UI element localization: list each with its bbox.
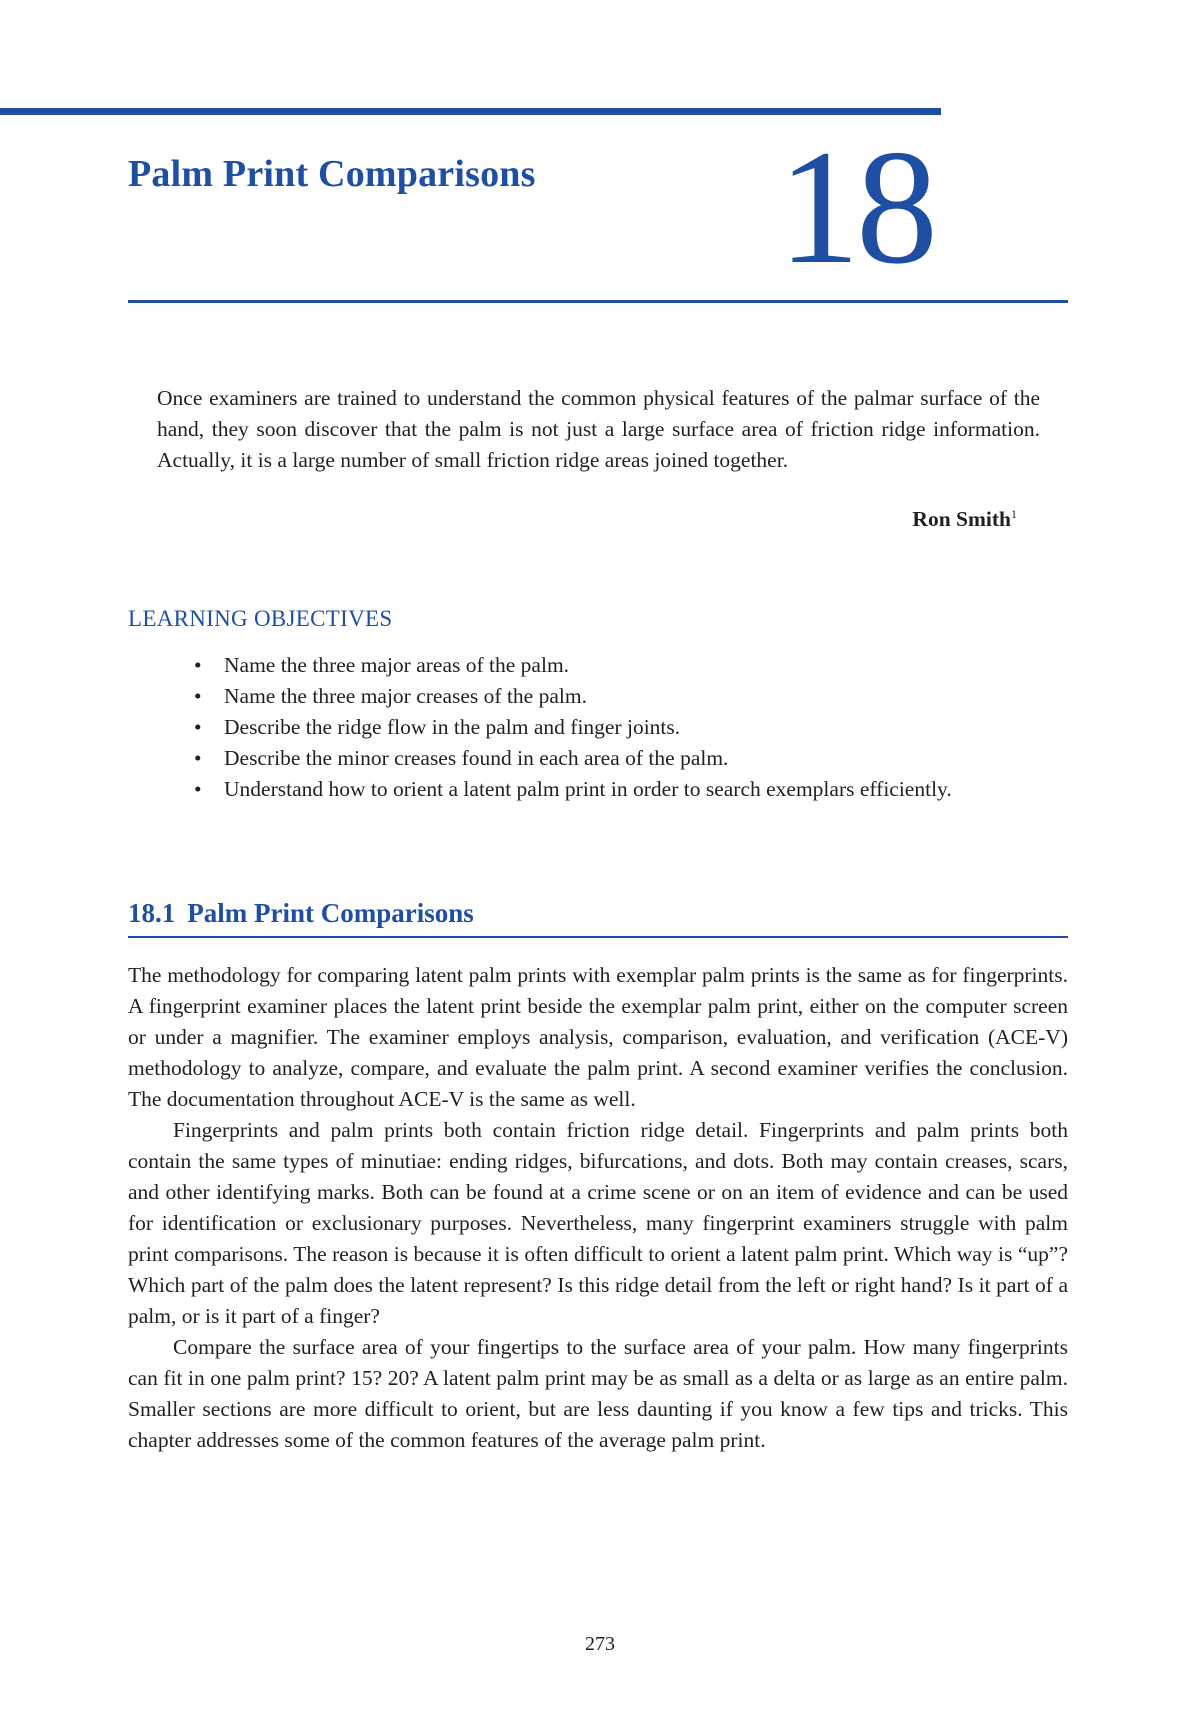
page-number: 273 bbox=[585, 1633, 615, 1655]
footnote-marker[interactable]: 1 bbox=[1011, 507, 1017, 521]
bullet-icon: • bbox=[194, 746, 202, 770]
bullet-icon: • bbox=[194, 715, 202, 739]
list-item bbox=[194, 681, 1074, 712]
learning-objectives-heading: LEARNING OBJECTIVES bbox=[128, 606, 393, 631]
bullet-icon: • bbox=[194, 653, 202, 677]
list-item bbox=[194, 743, 1074, 774]
chapter-title-rule bbox=[128, 300, 1068, 303]
chapter-number: 18 bbox=[778, 117, 934, 298]
chapter-title: Palm Print Comparisons bbox=[128, 153, 536, 195]
bullet-icon: • bbox=[194, 684, 202, 708]
body-paragraph: Compare the surface area of your fingertips to the surface area of your palm. How many fingerprints can fit in one palm print? 15? 20? A latent palm print may be as small as a delta or as large as an entire palm. Smaller sections are more difficult to orient, but are less daunting if you know a few tips and tricks. This chapter addresses some of the common features of the average palm print. bbox=[128, 1335, 1068, 1452]
list-item bbox=[194, 712, 1074, 743]
section-number: 18.1 bbox=[128, 898, 176, 928]
section-heading bbox=[128, 898, 474, 929]
epigraph-attribution bbox=[700, 507, 1017, 532]
epigraph-quote: Once examiners are trained to understand the common physical features of the palmar surface of the hand, they soon discover that the palm is not just a large surface area of friction ridge information. Actually, it is a large number of small friction ridge areas joined together. bbox=[157, 386, 1040, 472]
list-item bbox=[194, 650, 1074, 681]
body-paragraph: The methodology for comparing latent palm prints with exemplar palm prints is the same as for fingerprints. A fingerprint examiner places the latent print beside the exemplar palm print, either on the computer screen or under a magnifier. The examiner employs analysis, comparison, evaluation, and verification (ACE-V) methodology to analyze, compare, and evaluate the palm print. A second examiner verifies the conclusion. The documentation throughout ACE-V is the same as well. bbox=[128, 963, 1068, 1111]
learning-objectives-list bbox=[190, 650, 1074, 805]
section-body bbox=[128, 960, 1068, 1456]
chapter-top-rule bbox=[0, 108, 941, 115]
list-item-text: Describe the minor creases found in each area of the palm. bbox=[224, 746, 729, 770]
section-rule bbox=[128, 936, 1068, 938]
section-title: Palm Print Comparisons bbox=[187, 898, 474, 928]
list-item-text: Name the three major areas of the palm. bbox=[224, 653, 570, 677]
epigraph-author: Ron Smith bbox=[912, 507, 1011, 532]
body-paragraph: Fingerprints and palm prints both contain friction ridge detail. Fingerprints and palm prints both contain the same types of minutiae: ending ridges, bifurcations, and dots. Both may contain creases, scars, and other identifying marks. Both can be found at a crime scene or on an item of evidence and can be used for identification or exclusionary purposes. Nevertheless, many fingerprint examiners struggle with palm print comparisons. The reason is because it is often difficult to orient a latent palm print. Which way is “up”? Which part of the palm does the latent represent? Is this ridge detail from the left or right hand? Is it part of a palm, or is it part of a finger? bbox=[128, 1118, 1068, 1328]
list-item-text: Describe the ridge flow in the palm and finger joints. bbox=[224, 715, 681, 739]
bullet-icon: • bbox=[194, 777, 202, 801]
list-item bbox=[194, 774, 1074, 805]
list-item-text: Understand how to orient a latent palm print in order to search exemplars efficiently. bbox=[224, 777, 952, 801]
list-item-text: Name the three major creases of the palm. bbox=[224, 684, 587, 708]
